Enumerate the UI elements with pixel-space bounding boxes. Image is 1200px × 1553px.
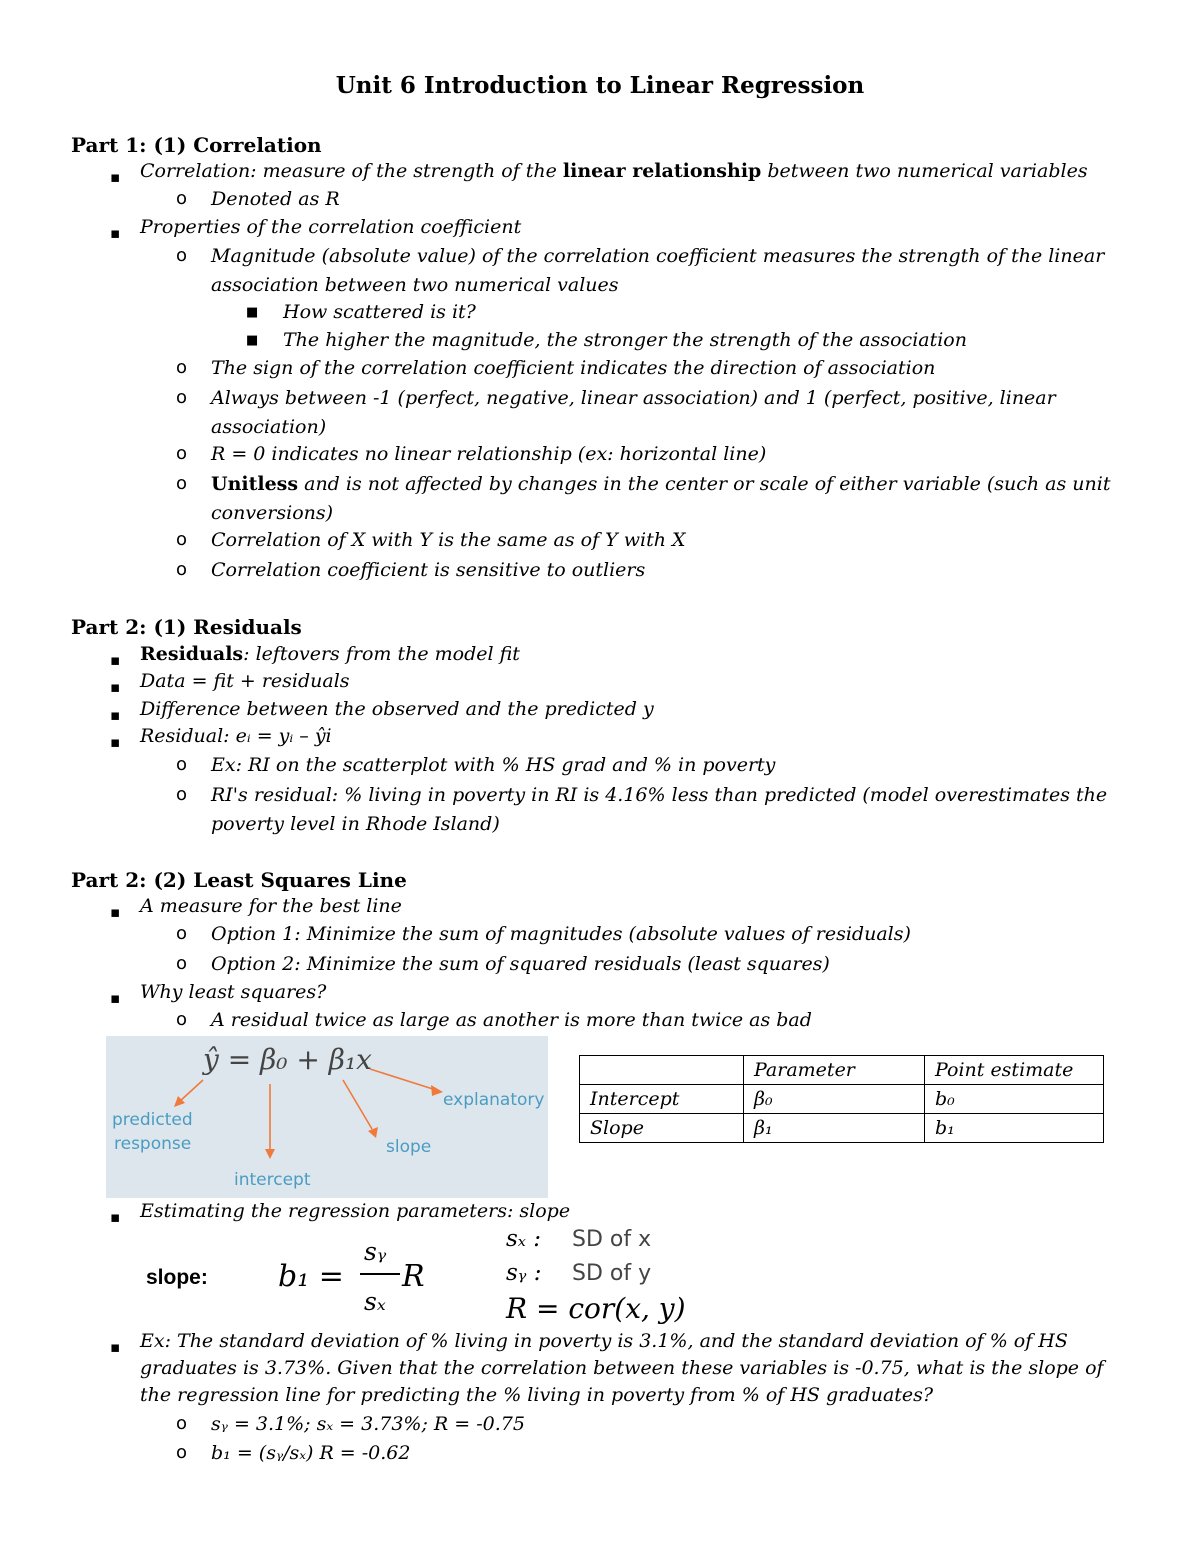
- list-item: Magnitude (absolute value) of the correlation coefficient measures the strength of the linear: [211, 245, 1105, 267]
- list-item: Ex: The standard deviation of % living in poverty is 3.1%, and the standard deviation of % of HS: [140, 1330, 1068, 1352]
- list-item: Correlation coefficient is sensitive to outliers: [211, 559, 646, 581]
- correlation-definition: Correlation: measure of the strength of the linear relationship between two numerical variables: [140, 160, 1088, 182]
- circle-bullet-icon: o: [176, 245, 188, 266]
- circle-bullet-icon: o: [176, 473, 188, 494]
- slope-formula-figure: [138, 1224, 718, 1328]
- circle-bullet-icon: o: [176, 923, 188, 944]
- slope-denominator: sₓ: [364, 1287, 386, 1316]
- table-header-cell: Parameter: [744, 1056, 925, 1085]
- circle-bullet-icon: o: [176, 387, 188, 408]
- slope-r: R: [402, 1259, 425, 1294]
- bullet-icon: ▪: [110, 706, 121, 724]
- circle-bullet-icon: o: [176, 784, 188, 805]
- part2-least-squares-heading: Part 2: (2) Least Squares Line: [71, 868, 407, 892]
- parameter-table: [579, 1055, 1104, 1143]
- slope-lhs: b₁ =: [278, 1259, 344, 1294]
- sx-definition: SD of x: [572, 1227, 652, 1252]
- part2-residuals-heading: Part 2: (1) Residuals: [71, 615, 302, 639]
- list-item: Ex: RI on the scatterplot with % HS grad and % in poverty: [211, 754, 776, 776]
- list-item: Correlation of X with Y is the same as of Y with X: [211, 529, 686, 551]
- list-item: A measure for the best line: [140, 895, 402, 917]
- bullet-icon: ▪: [110, 1208, 121, 1226]
- square-bullet-icon: ■: [246, 305, 259, 320]
- list-item: Estimating the regression parameters: slope: [140, 1200, 571, 1222]
- circle-bullet-icon: o: [176, 1009, 188, 1030]
- list-item: The sign of the correlation coefficient indicates the direction of association: [211, 357, 936, 379]
- circle-bullet-icon: o: [176, 443, 188, 464]
- list-item: Option 1: Minimize the sum of magnitudes (absolute values of residuals): [211, 923, 911, 945]
- list-item: the regression line for predicting the % living in poverty from % of HS graduates?: [140, 1384, 934, 1406]
- list-item: Why least squares?: [140, 981, 327, 1003]
- label-slope: slope: [386, 1137, 432, 1157]
- table-header-cell: Point estimate: [925, 1056, 1104, 1085]
- circle-bullet-icon: o: [176, 754, 188, 775]
- page-title: Unit 6 Introduction to Linear Regression: [335, 72, 865, 99]
- regression-equation-figure: [106, 1036, 548, 1198]
- list-item: Residuals: leftovers from the model fit: [140, 643, 520, 665]
- list-item: Properties of the correlation coefficient: [140, 216, 522, 238]
- bullet-icon: ▪: [110, 989, 121, 1007]
- circle-bullet-icon: o: [176, 953, 188, 974]
- list-item: A residual twice as large as another is more than twice as bad: [211, 1009, 812, 1031]
- list-item: Data = fit + residuals: [140, 670, 350, 692]
- sy-symbol: sᵧ :: [506, 1260, 542, 1286]
- slope-label: slope:: [146, 1266, 208, 1289]
- circle-bullet-icon: o: [176, 188, 188, 209]
- table-header-cell: [580, 1056, 744, 1085]
- circle-bullet-icon: o: [176, 1413, 188, 1434]
- bullet-icon: ▪: [110, 903, 121, 921]
- table-row: [580, 1114, 1104, 1143]
- label-explanatory: explanatory: [443, 1090, 545, 1110]
- sx-symbol: sₓ :: [506, 1226, 542, 1252]
- r-definition: R = cor(x, y): [506, 1292, 686, 1325]
- bullet-icon: ▪: [110, 1338, 121, 1356]
- sy-definition: SD of y: [572, 1261, 652, 1286]
- regression-equation: ŷ = β₀ + β₁x: [203, 1043, 372, 1076]
- bullet-icon: ▪: [110, 168, 121, 186]
- list-item: The higher the magnitude, the stronger the strength of the association: [283, 329, 967, 351]
- bullet-icon: ▪: [110, 733, 121, 751]
- table-cell: b₁: [925, 1114, 1104, 1143]
- table-cell: β₀: [744, 1085, 925, 1114]
- circle-bullet-icon: o: [176, 357, 188, 378]
- label-intercept: intercept: [234, 1170, 311, 1190]
- bullet-icon: ▪: [110, 651, 121, 669]
- list-item: association): [211, 416, 327, 438]
- bullet-icon: ▪: [110, 678, 121, 696]
- bullet-icon: ▪: [110, 224, 121, 242]
- list-item: How scattered is it?: [283, 301, 476, 323]
- square-bullet-icon: ■: [246, 333, 259, 348]
- circle-bullet-icon: o: [176, 529, 188, 550]
- circle-bullet-icon: o: [176, 559, 188, 580]
- label-predicted: predicted: [112, 1110, 193, 1130]
- list-item: Always between -1 (perfect, negative, linear association) and 1 (perfect, positive, linear: [211, 387, 1056, 409]
- list-item: RI's residual: % living in poverty in RI is 4.16% less than predicted (model overestimates the: [211, 784, 1108, 806]
- list-item: Difference between the observed and the predicted y: [140, 698, 654, 720]
- table-cell: Intercept: [580, 1085, 744, 1114]
- list-item: b₁ = (sᵧ/sₓ) R = -0.62: [211, 1442, 411, 1464]
- table-cell: b₀: [925, 1085, 1104, 1114]
- list-item: graduates is 3.73%. Given that the correlation between these variables is -0.75, what is the slope of: [140, 1357, 1104, 1379]
- list-item: Unitless and is not affected by changes in the center or scale of either variable (such as unit: [211, 473, 1111, 495]
- label-response: response: [114, 1134, 192, 1154]
- part1-heading: Part 1: (1) Correlation: [71, 133, 322, 157]
- list-item: association between two numerical values: [211, 274, 619, 296]
- list-item: R = 0 indicates no linear relationship (ex: horizontal line): [211, 443, 767, 465]
- table-cell: Slope: [580, 1114, 744, 1143]
- list-item: Denoted as R: [211, 188, 340, 210]
- list-item: Option 2: Minimize the sum of squared residuals (least squares): [211, 953, 830, 975]
- list-item: poverty level in Rhode Island): [211, 813, 500, 835]
- list-item: conversions): [211, 502, 334, 524]
- list-item: sᵧ = 3.1%; sₓ = 3.73%; R = -0.75: [211, 1413, 525, 1435]
- circle-bullet-icon: o: [176, 1442, 188, 1463]
- table-row: [580, 1085, 1104, 1114]
- slope-numerator: sᵧ: [364, 1237, 387, 1266]
- table-cell: β₁: [744, 1114, 925, 1143]
- table-header-row: [580, 1056, 1104, 1085]
- list-item: Residual: eᵢ = yᵢ – ŷi: [140, 725, 332, 747]
